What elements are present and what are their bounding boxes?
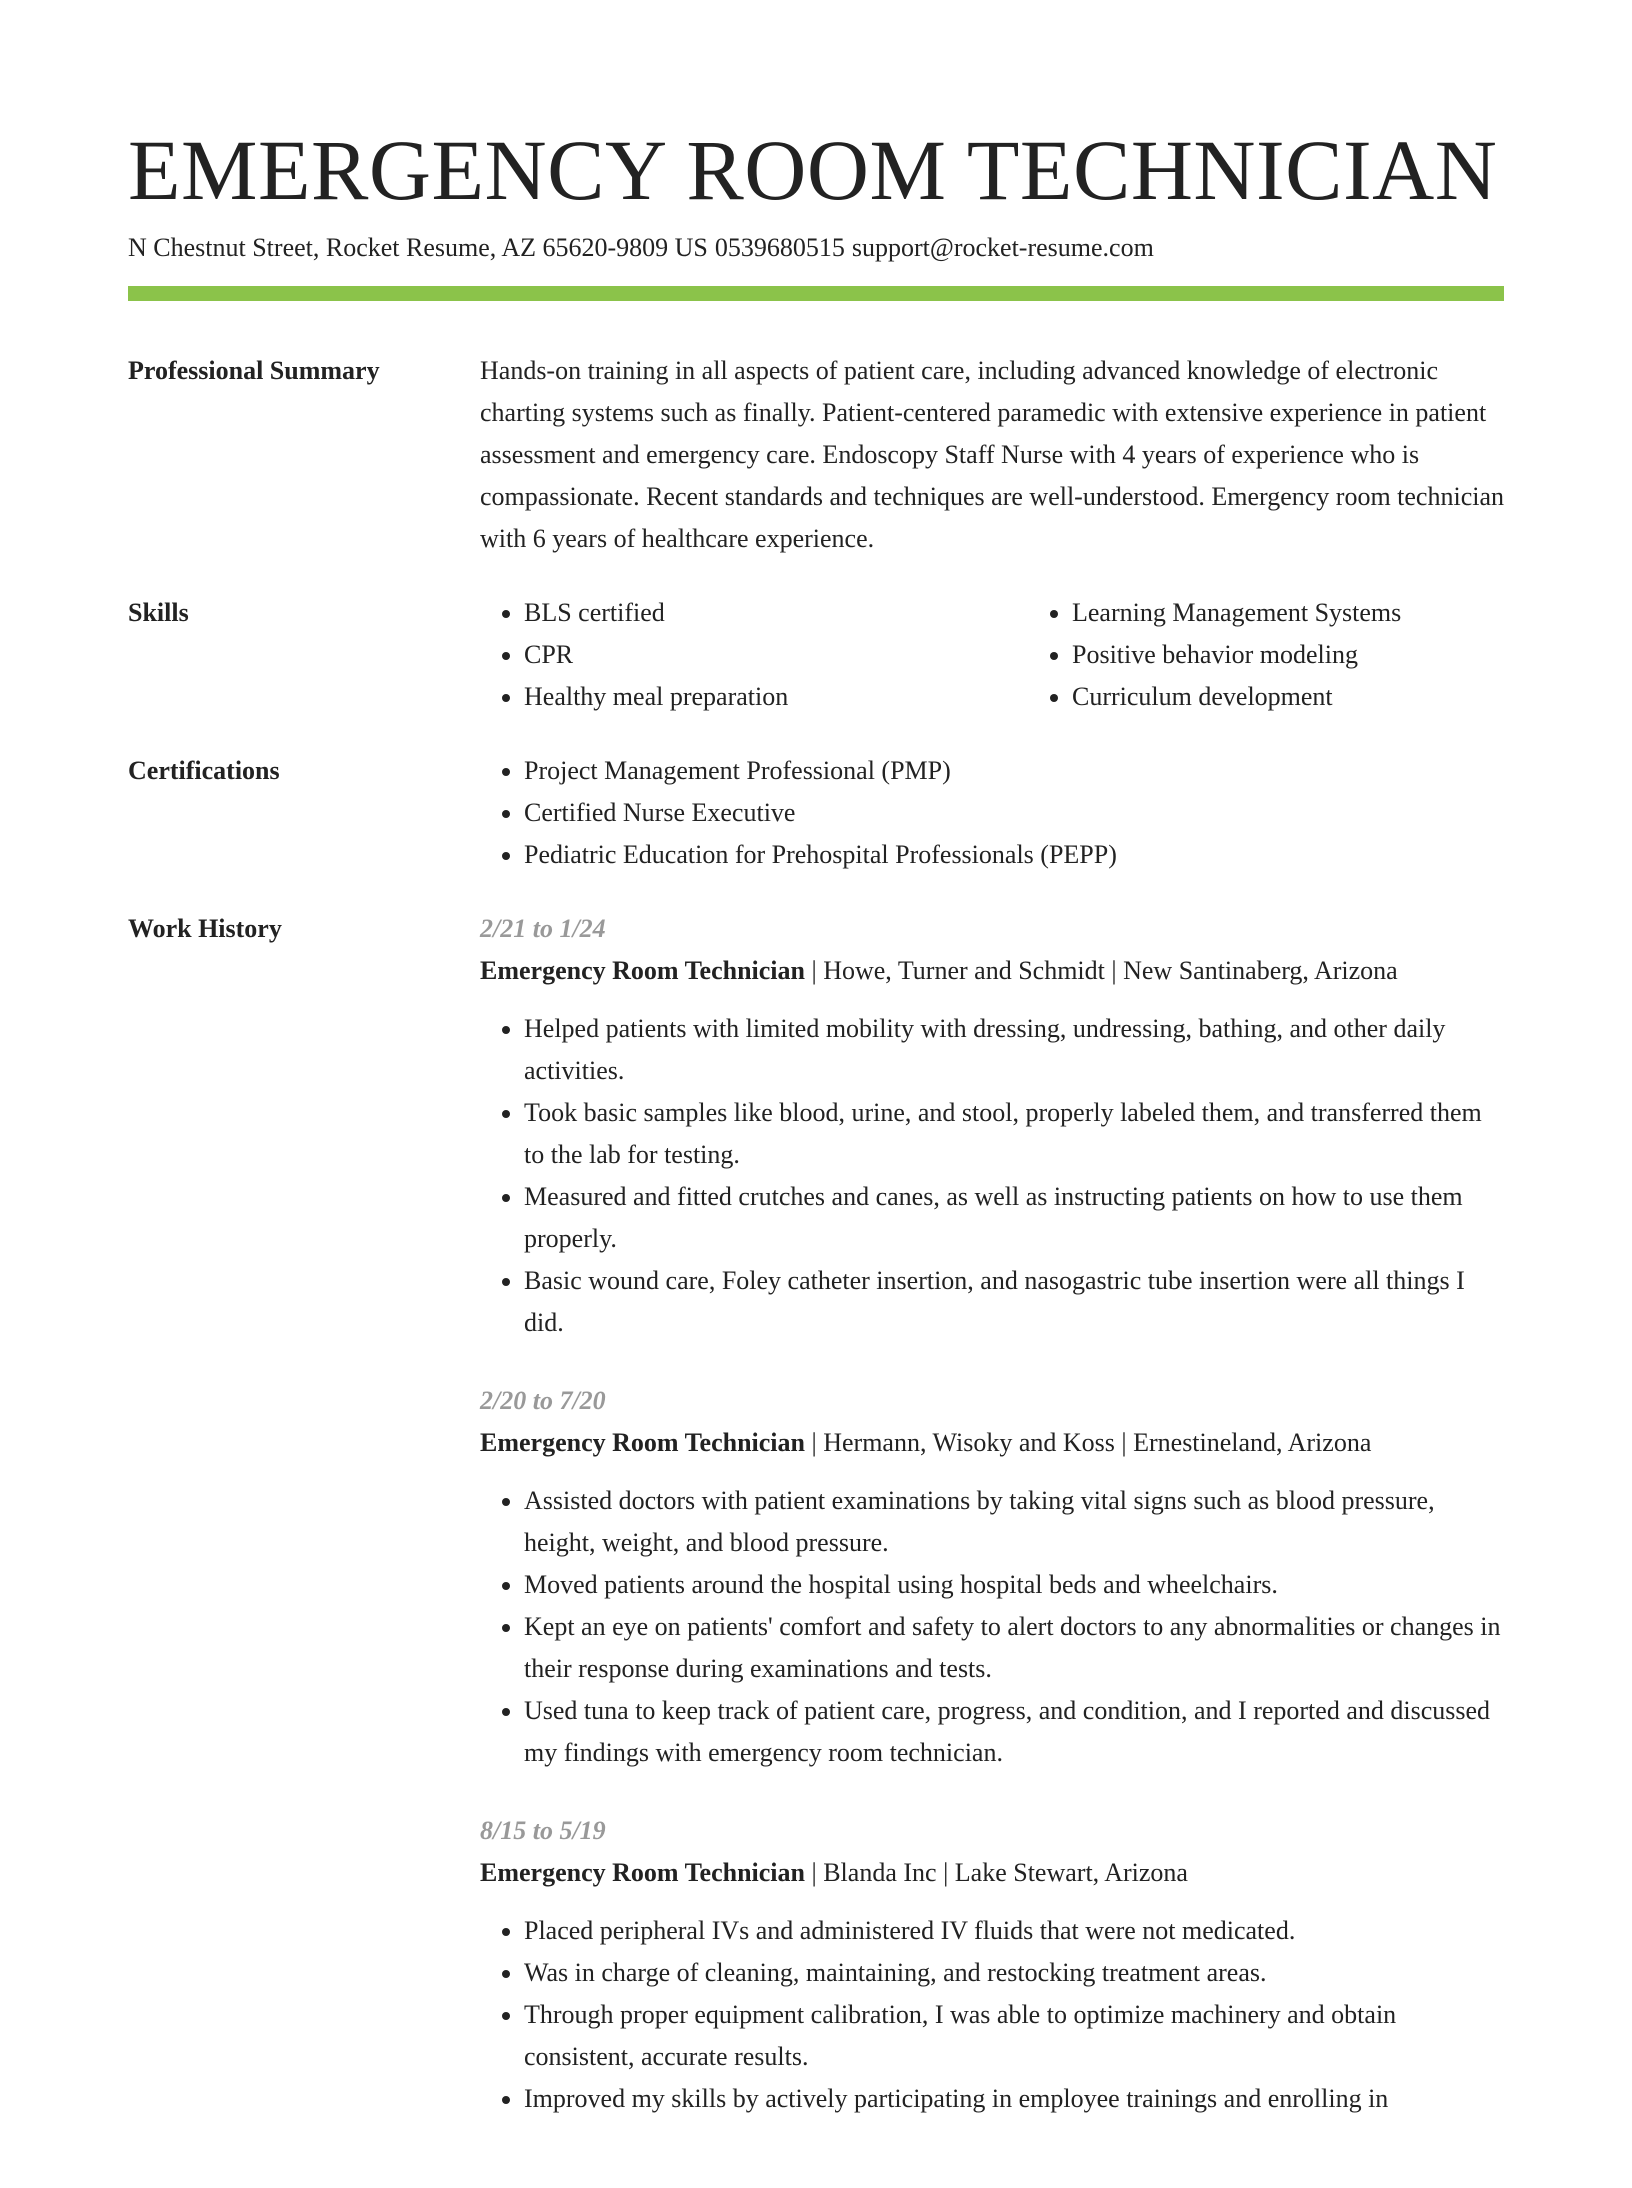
contact-line: [128, 230, 1154, 266]
job-entry: [480, 908, 1504, 1344]
skill-item: • Positive behavior modeling: [1072, 634, 1576, 676]
summary-text: Hands-on training in all aspects of patient care, including advanced knowledge of electronic charting systems such as finally. Patient-centered paramedic with extensive experience in patient assessment and emergency care. Endoscopy Staff Nurse with 4 years of experience who is compassionate. Recent standards and techniques are well-understood. Emergency room technician with 6 years of healthcare experience.: [480, 356, 1505, 553]
job-heading: [480, 1852, 1504, 1894]
certifications-heading: Certifications: [128, 756, 280, 785]
job-duty-item: • Placed peripheral IVs and administered IV fluids that were not medicated.: [524, 1910, 1504, 1952]
job-duty-item: • Improved my skills by actively participating in employee trainings and enrolling in: [524, 2078, 1504, 2120]
job-title: Emergency Room Technician: [480, 1428, 805, 1457]
job-location: Lake Stewart, Arizona: [954, 1858, 1188, 1887]
work-history-section: [128, 908, 1504, 2156]
job-duties-list: [480, 1008, 1504, 1344]
job-company: Howe, Turner and Schmidt: [823, 956, 1105, 985]
resume-title: EMERGENCY ROOM TECHNICIAN: [128, 122, 1498, 218]
job-location: New Santinaberg, Arizona: [1123, 956, 1398, 985]
work-history-heading: Work History: [128, 914, 282, 943]
summary-section: [128, 350, 1504, 560]
skill-item: • BLS certified: [524, 592, 1028, 634]
job-separator: |: [1111, 956, 1117, 985]
job-title: Emergency Room Technician: [480, 1858, 805, 1887]
resume-sections: [128, 350, 1504, 2188]
job-duty-item: • Took basic samples like blood, urine, and stool, properly labeled them, and transferred them to the lab for testing.: [524, 1092, 1504, 1176]
certification-item: • Pediatric Education for Prehospital Professionals (PEPP): [524, 834, 1504, 876]
job-separator: |: [943, 1858, 949, 1887]
job-entry: [480, 1380, 1504, 1774]
job-heading: [480, 950, 1504, 992]
job-title: Emergency Room Technician: [480, 956, 805, 985]
skill-item: • Learning Management Systems: [1072, 592, 1576, 634]
contact-phone: 0539680515: [714, 233, 845, 262]
skill-item: • Healthy meal preparation: [524, 676, 1028, 718]
certification-item: • Project Management Professional (PMP): [524, 750, 1504, 792]
skill-item: • CPR: [524, 634, 1028, 676]
job-separator: |: [811, 1428, 817, 1457]
job-duties-list: [480, 1910, 1504, 2120]
skills-list-left: [480, 592, 1028, 718]
job-separator: |: [1121, 1428, 1127, 1457]
contact-address: N Chestnut Street, Rocket Resume, AZ 65620-9809 US: [128, 233, 708, 262]
job-duty-item: • Was in charge of cleaning, maintaining, and restocking treatment areas.: [524, 1952, 1504, 1994]
job-location: Ernestineland, Arizona: [1133, 1428, 1372, 1457]
job-dates: 2/20 to 7/20: [480, 1386, 606, 1415]
job-duties-list: [480, 1480, 1504, 1774]
skills-heading: Skills: [128, 598, 189, 627]
job-duty-item: • Moved patients around the hospital using hospital beds and wheelchairs.: [524, 1564, 1504, 1606]
job-separator: |: [811, 956, 817, 985]
job-duty-item: • Used tuna to keep track of patient care, progress, and condition, and I reported and discussed my findings with emergency room technician.: [524, 1690, 1504, 1774]
job-duty-item: • Kept an eye on patients' comfort and safety to alert doctors to any abnormalities or changes in their response during examinations and tests.: [524, 1606, 1504, 1690]
job-company: Hermann, Wisoky and Koss: [823, 1428, 1115, 1457]
contact-email: support@rocket-resume.com: [851, 233, 1154, 262]
job-duty-item: • Through proper equipment calibration, I was able to optimize machinery and obtain consistent, accurate results.: [524, 1994, 1504, 2078]
skill-item: • Curriculum development: [1072, 676, 1576, 718]
job-heading: [480, 1422, 1504, 1464]
job-company: Blanda Inc: [823, 1858, 937, 1887]
job-entry: [480, 1810, 1504, 2120]
job-separator: |: [811, 1858, 817, 1887]
summary-heading: Professional Summary: [128, 356, 380, 385]
certifications-list: [480, 750, 1504, 876]
certification-item: • Certified Nurse Executive: [524, 792, 1504, 834]
job-duty-item: • Basic wound care, Foley catheter insertion, and nasogastric tube insertion were all things I did.: [524, 1260, 1504, 1344]
job-dates: 2/21 to 1/24: [480, 914, 606, 943]
certifications-section: [128, 750, 1504, 876]
job-duty-item: • Helped patients with limited mobility with dressing, undressing, bathing, and other daily activities.: [524, 1008, 1504, 1092]
job-duty-item: • Assisted doctors with patient examinations by taking vital signs such as blood pressure, height, weight, and blood pressure.: [524, 1480, 1504, 1564]
job-duty-item: • Measured and fitted crutches and canes, as well as instructing patients on how to use them properly.: [524, 1176, 1504, 1260]
skills-section: [128, 592, 1504, 718]
accent-divider: [128, 286, 1504, 301]
skills-list-right: [1028, 592, 1576, 718]
job-dates: 8/15 to 5/19: [480, 1816, 606, 1845]
